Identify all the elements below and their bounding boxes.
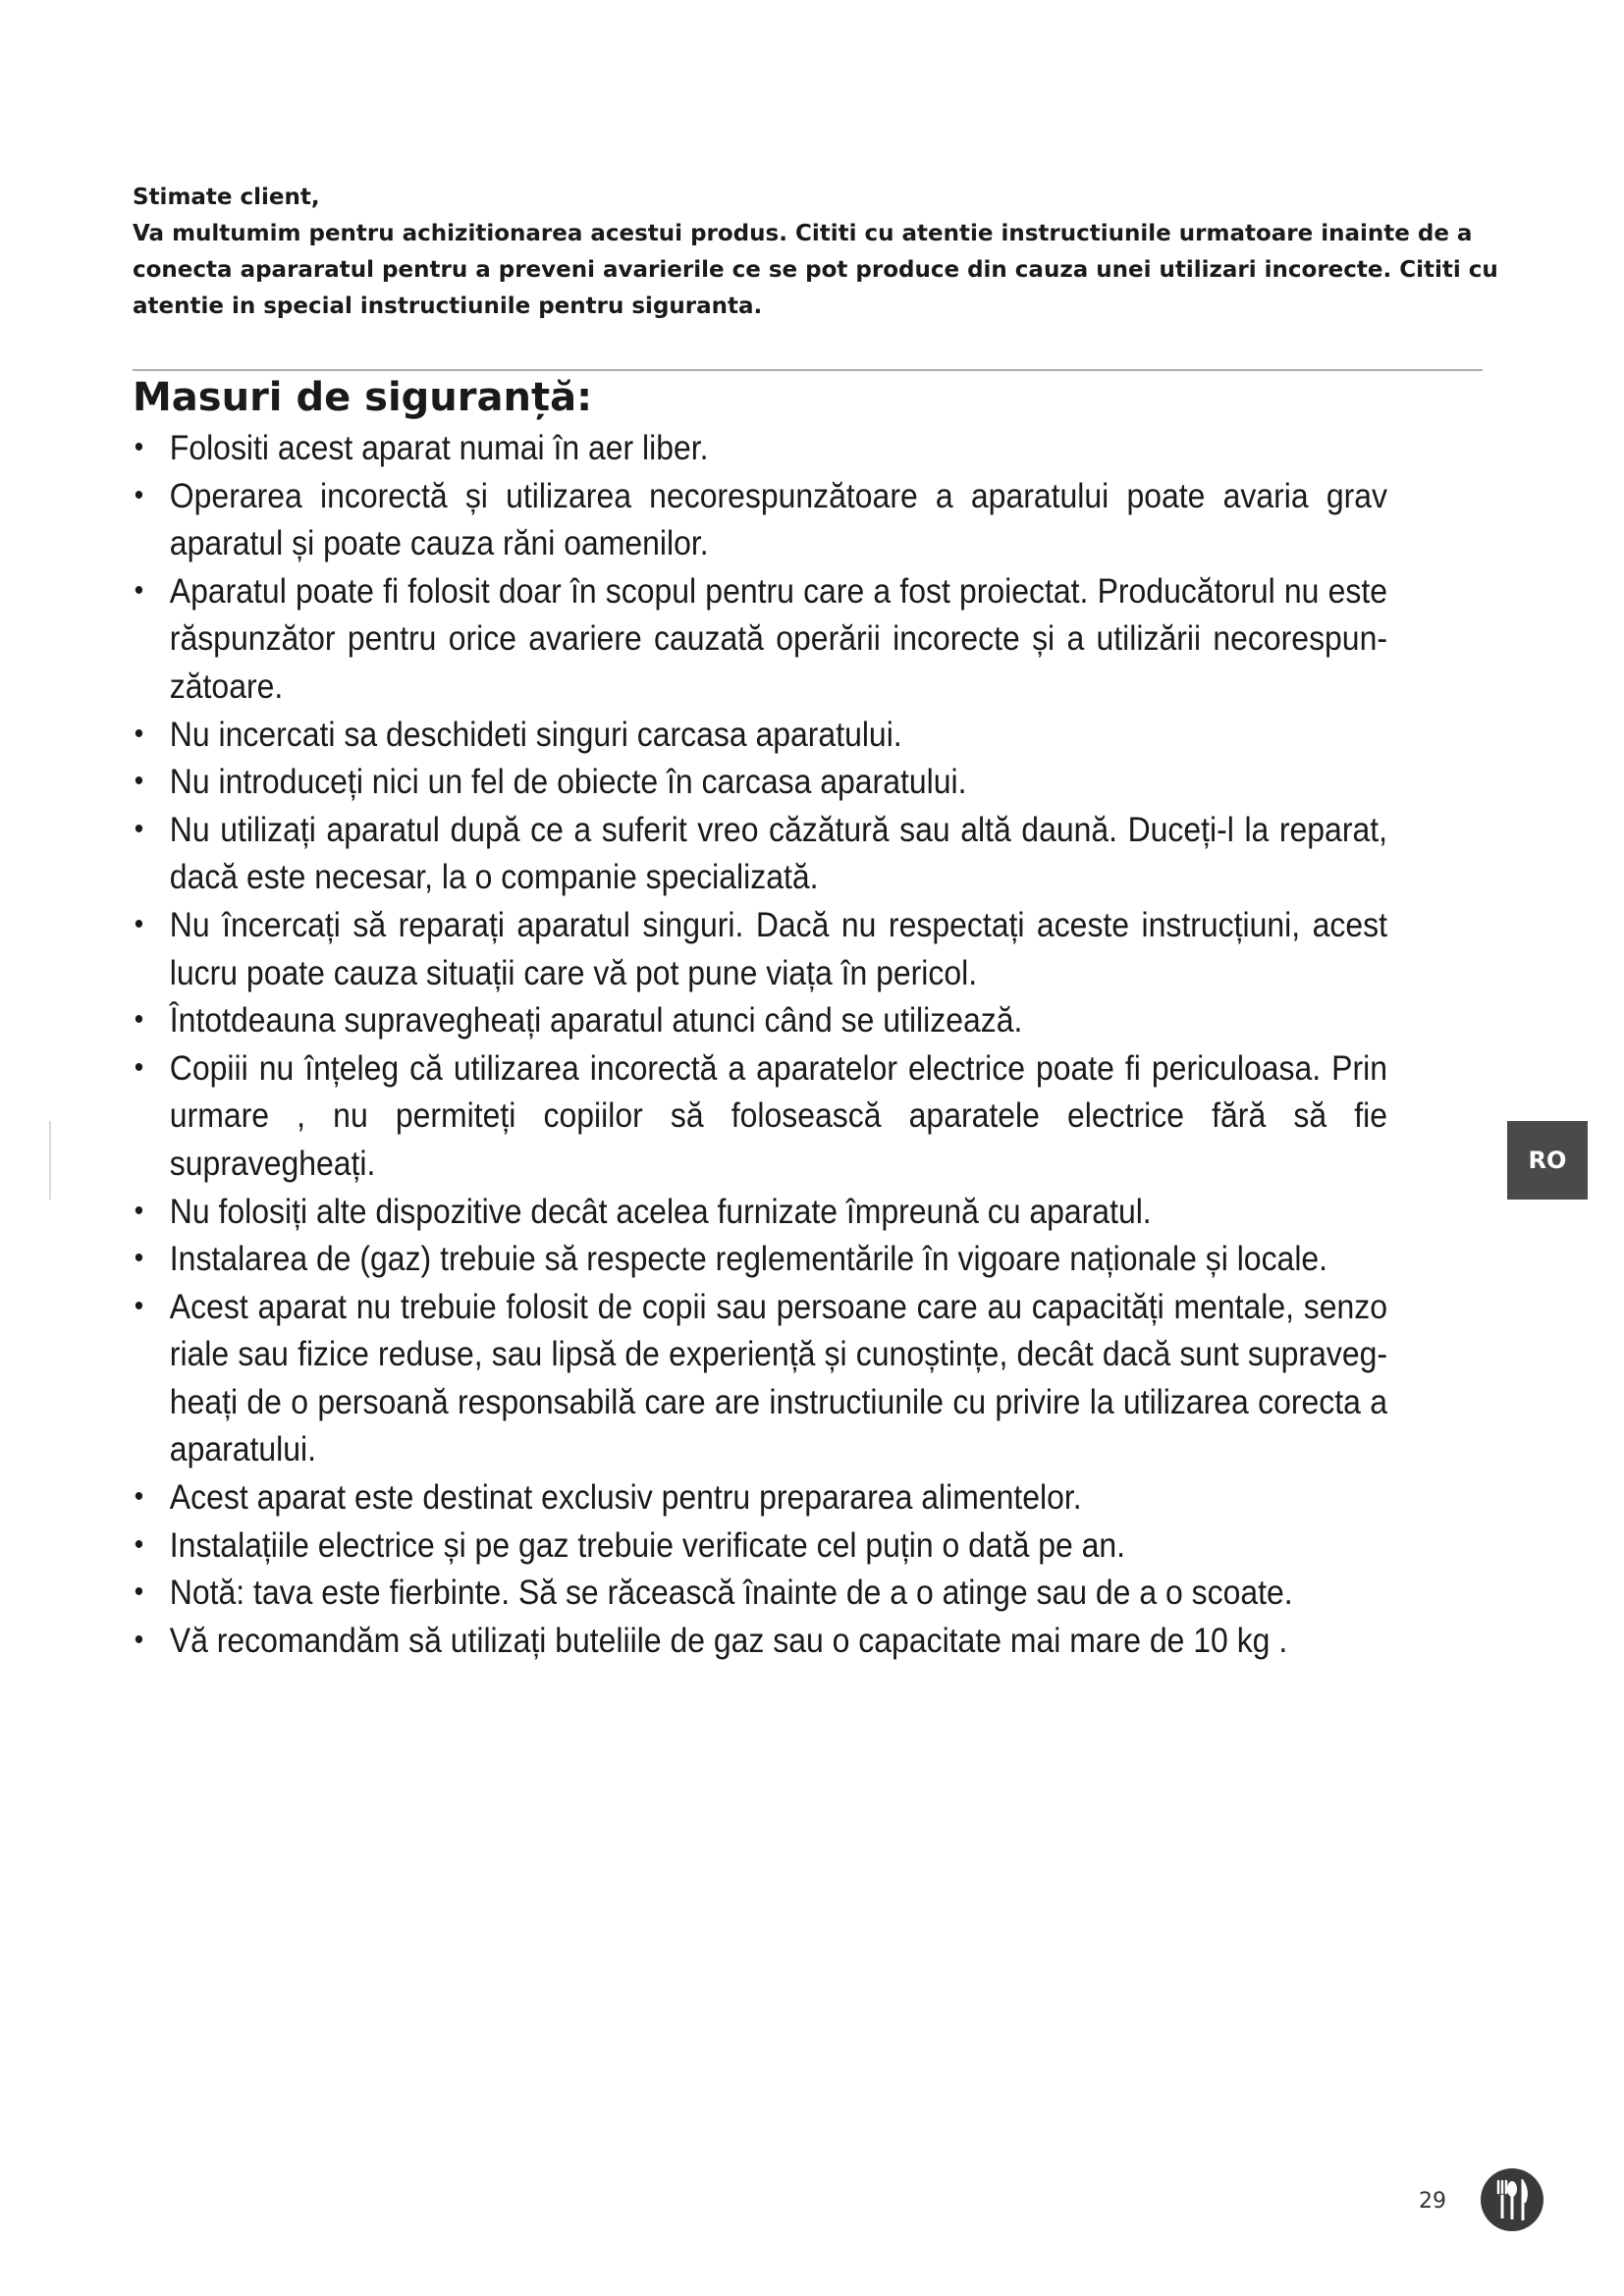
bullet-icon: • [134, 1623, 144, 1656]
list-item [133, 1283, 1387, 1473]
list-item-text: Folositi acest aparat numai în aer liber. [169, 428, 709, 467]
bullet-icon: • [134, 1575, 144, 1609]
list-item-text: Notă: tava este fierbinte. Să se răcească înainte de a o atinge sau de a o scoate. [169, 1573, 1293, 1613]
language-tab: RO [1507, 1121, 1588, 1200]
bullet-icon: • [134, 1527, 144, 1561]
list-item-text: Aparatul poate fi folosit doar în scopul pentru care a fost proiectat. Producătorul nu este răspunzător pentru orice avariere cauzată operării incorecte și a utilizării necorespun-zătoare. [169, 570, 1387, 706]
list-item-text: Acest aparat este destinat exclusiv pentru prepararea alimentelor. [169, 1477, 1082, 1518]
list-item [133, 806, 1387, 901]
list-item [133, 567, 1387, 711]
list-item [133, 1473, 1387, 1522]
list-item-text: Instalarea de (gaz) trebuie să respecte reglementările în vigoare naționale și locale. [169, 1239, 1328, 1279]
list-item [133, 472, 1387, 567]
cutlery-icon [1480, 2167, 1544, 2232]
list-item-text: Nu utilizați aparatul după ce a suferit vreo căzătură sau altă daună. Duceți-l la reparat, dacă este necesar, la o companie specializată. [169, 809, 1387, 897]
page-number: 29 [1419, 2189, 1446, 2214]
list-item [133, 1569, 1387, 1617]
list-item-text: Întotdeauna supravegheați aparatul atunci când se utilizează. [169, 1000, 1023, 1041]
list-item [133, 424, 1387, 472]
list-item [133, 901, 1387, 996]
bullet-icon: • [134, 1242, 144, 1275]
list-item-text: Acest aparat nu trebuie folosit de copii sau persoane care au capacități mentale, senzo riale sau fizice reduse, sau lipsă de experiență și cunoștințe, decât dacă sunt supraveg-heați de o persoană responsabilă care are instructiunile cu privire la utilizarea corecta a aparatului. [169, 1286, 1387, 1469]
bullet-icon: • [134, 1289, 144, 1322]
bullet-icon: • [134, 1480, 144, 1514]
bullet-icon: • [134, 573, 144, 607]
list-item [133, 1188, 1387, 1236]
intro-text: Va multumim pentru achizitionarea acestui produs. Cititi cu atentie instructiunile urmatoare inainte de a conecta apararatul pentru a preveni avarierile ce se pot produce din cauza unei utilizari incorecte. Cititi cu atentie in special instructiunile pentru siguranta. [133, 221, 1498, 319]
list-item [133, 758, 1387, 806]
list-item [133, 1044, 1387, 1188]
bullet-icon: • [134, 1003, 144, 1037]
list-item [133, 711, 1387, 759]
list-item-text: Nu încercați să reparați aparatul singuri. Dacă nu respectați aceste instrucțiuni, acest lucru poate cauza situații care vă pot pune viața în pericol. [169, 904, 1387, 992]
bullet-icon: • [134, 812, 144, 845]
safety-heading: Masuri de siguranță: [133, 375, 593, 420]
list-item-text: Operarea incorectă și utilizarea necorespunzătoare a aparatului poate avaria grav aparatul și poate cauza răni oamenilor. [169, 475, 1387, 563]
list-item-text: Nu incercati sa deschideti singuri carcasa aparatului. [169, 714, 902, 754]
page-edge-mark [49, 1121, 51, 1200]
safety-list [133, 424, 1387, 1664]
bullet-icon: • [134, 478, 144, 511]
bullet-icon: • [134, 907, 144, 940]
bullet-icon: • [134, 765, 144, 798]
greeting: Stimate client, [133, 185, 320, 210]
bullet-icon: • [134, 717, 144, 750]
list-item [133, 1522, 1387, 1570]
intro-block [133, 180, 1507, 325]
bullet-icon: • [134, 431, 144, 463]
list-item-text: Instalațiile electrice și pe gaz trebuie verificate cel puțin o dată pe an. [169, 1524, 1126, 1565]
list-item-text: Vă recomandăm să utilizați buteliile de gaz sau o capacitate mai mare de 10 kg . [169, 1620, 1288, 1660]
list-item-text: Nu introduceți nici un fel de obiecte în carcasa aparatului. [169, 762, 967, 802]
list-item [133, 996, 1387, 1044]
list-item-text: Copiii nu înțeleg că utilizarea incorectă a aparatelor electrice poate fi periculoasa. Prin urmare , nu permiteți copiilor să folosească aparatele electrice fără să fie supravegheați. [169, 1047, 1387, 1183]
bullet-icon: • [134, 1050, 144, 1084]
bullet-icon: • [134, 1194, 144, 1227]
list-item [133, 1617, 1387, 1665]
list-item-text: Nu folosiți alte dispozitive decât acelea furnizate împreună cu aparatul. [169, 1191, 1152, 1231]
list-item [133, 1235, 1387, 1283]
